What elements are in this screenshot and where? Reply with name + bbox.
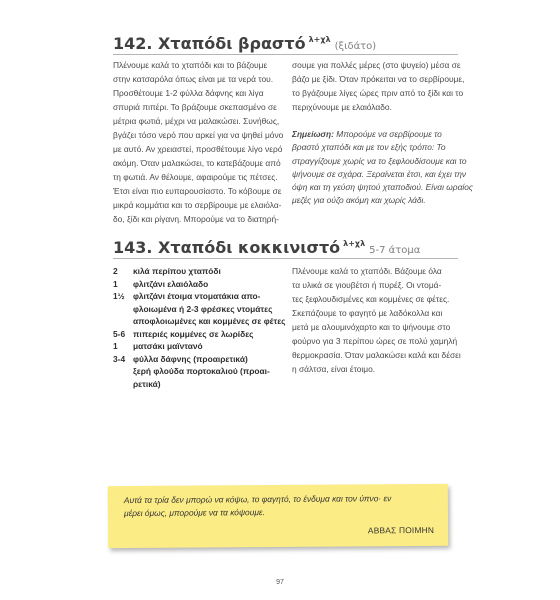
ingredient-continuation	[113, 378, 293, 391]
text-line: ακόμη. Όταν μαλακώσει, το κατεβάζουμε από	[113, 158, 281, 168]
ingredient-text: ρετικά)	[133, 378, 161, 389]
ingredients-list	[113, 265, 293, 390]
recipe-142-rule	[113, 54, 458, 55]
recipe-143-name: 143. Χταπόδι κοκκινιστό	[113, 238, 341, 257]
text-line: Έτσι είναι πιο ευπαρουσίαστο. Το κόβουμε σε	[113, 186, 282, 196]
text-line: σουμε για πολλές μέρες (στο ψυγείο) μέσα σε	[292, 60, 461, 70]
ingredient-qty: 3-4	[113, 353, 126, 364]
quote-line: Αυτά τα τρία δεν μπορώ να κόψω, το φαγητό, το ένδυμα και τον ύπνο· εν	[123, 493, 392, 506]
recipe-142-name: 142. Χταπόδι βραστό	[113, 34, 306, 53]
text-line: μεζές για ούζο ακόμη και χωρίς λάδι.	[292, 195, 426, 206]
text-line: σπυριά πιπέρι. Το βράζουμε σκεπασμένο σε	[113, 102, 277, 112]
text-line: δο, ξίδι και ρίγανη. Μπορούμε να το διατηρή-	[113, 214, 279, 224]
text-line: Μπορούμε να σερβίρουμε το	[336, 129, 442, 139]
ingredient-item	[113, 278, 293, 291]
ingredient-text: κιλά περίπου χταπόδι	[133, 266, 221, 276]
ingredient-item	[113, 290, 293, 303]
ingredient-text: φύλλα δάφνης (προαιρετικά)	[133, 353, 248, 364]
text-line: φούρνο για 3 περίπου ώρες σε πολύ χαμηλή	[292, 336, 458, 346]
text-line: Πλένουμε καλά το χταπόδι και το βάζουμε	[113, 60, 268, 70]
page-number: 97	[276, 579, 284, 586]
recipe-143-method	[292, 264, 462, 376]
text-line: Σκεπάζουμε το φαγητό με λαδόκολλα και	[292, 308, 443, 318]
text-line: το βγάζουμε λίγες ώρες πριν από το ξίδι και το	[292, 88, 464, 98]
ingredient-item	[113, 340, 293, 353]
ingredient-text: ξερή φλούδα πορτοκαλιού (προαι-	[133, 366, 270, 376]
text-line: ψήνουμε σε σχάρα. Ξεραίνεται έτσι, και έχει την	[292, 168, 467, 179]
recipe-142-right-column	[292, 58, 465, 114]
text-line: μικρά κομμάτια και το σερβίρουμε με ελαιόλα-	[113, 200, 282, 210]
text-line: μετά με αλουμινόχαρτο και το ψήνουμε στο	[292, 322, 451, 332]
text-line: μέτρια φωτιά, μέχρι να μαλακώσει. Συνήθως,	[113, 116, 280, 126]
ingredient-qty: 1	[113, 278, 118, 289]
text-line: στραγγίζουμε χωρίς να το ξεφλουδίσουμε και το	[292, 155, 467, 166]
quote-line: μέρει όμως, μπορούμε να τα κόψουμε.	[123, 507, 265, 519]
text-line: τη φωτιά. Αν θέλουμε, αφαιρούμε τις πέτσες.	[113, 172, 278, 182]
text-line: τες ξεφλουδισμένες και κομμένες σε φέτες.	[292, 294, 450, 304]
text-line: με αυτό. Αν χρειαστεί, προσθέτουμε λίγο νερό	[113, 144, 283, 154]
recipe-142-left-column	[113, 58, 283, 226]
text-line: βγάζει τόσο νερό που αρκεί για να ψηθεί μόνο	[113, 130, 284, 140]
recipe-142-note	[292, 128, 473, 208]
text-line: περιχύνουμε με ελαιόλαδο.	[292, 102, 392, 112]
ingredient-qty: 1½	[113, 291, 125, 301]
text-line: θερμοκρασία. Όταν μαλακώσει καλά και δέσει	[292, 350, 461, 360]
ingredient-qty: 5-6	[113, 328, 126, 339]
ingredient-text: φλιτζάνι έτοιμα ντοματάκια απο-	[133, 291, 261, 301]
ingredient-continuation	[113, 365, 293, 378]
quote-author: ΑΒΒΑΣ ΠΟΙΜΗΝ	[367, 524, 435, 536]
ingredient-text: φλοιωμένα ή 2-3 φρέσκες ντομάτες	[133, 303, 273, 314]
quote-note	[108, 484, 448, 548]
recipe-142-superscript: λ+χλ	[308, 35, 331, 44]
ingredient-text: πιπεριές κομμένες σε λωρίδες	[133, 328, 254, 339]
ingredient-text: αποφλοιωμένες και κομμένες σε φέτες	[133, 316, 286, 326]
text-line: Προσθέτουμε 1-2 φύλλα δάφνης και λίγα	[113, 88, 264, 98]
ingredient-text: ματσάκι μαϊντανό	[133, 341, 203, 351]
ingredient-item	[113, 328, 293, 341]
ingredient-item	[113, 353, 293, 366]
text-line: στην κατσαρόλα όπως είναι με τα νερά του.	[113, 74, 274, 84]
recipe-142-title	[113, 34, 376, 53]
ingredient-item	[113, 265, 293, 278]
ingredient-continuation	[113, 303, 293, 316]
text-line: βραστό χταπόδι και με τον εξής τρόπο: Το	[292, 142, 446, 153]
recipe-143-meta: 5-7 άτομα	[369, 245, 421, 256]
text-line: Πλένουμε καλά το χταπόδι. Βάζουμε όλα	[292, 266, 442, 276]
ingredient-qty: 1	[113, 341, 118, 351]
quote-text	[124, 492, 442, 520]
text-line: βάζο με ξίδι. Όταν πρόκειται να το σερβίρουμε,	[292, 74, 465, 84]
ingredient-qty: 2	[113, 266, 118, 276]
note-label: Σημείωση:	[292, 129, 334, 139]
ingredient-continuation	[113, 315, 293, 328]
recipe-143-title	[113, 238, 420, 257]
text-line: η σάλτσα, είναι έτοιμο.	[292, 364, 376, 374]
text-line: όψη και τη γεύση ψητού χταποδιού. Είναι ωραίος	[292, 182, 473, 193]
recipe-143-superscript: λ+χλ	[343, 239, 366, 248]
recipe-143-rule	[113, 258, 458, 259]
text-line: τα υλικά σε γιουβέτσι ή πυρέξ. Οι ντομά-	[292, 280, 442, 290]
recipe-142-meta: (ξιδάτο)	[334, 41, 377, 52]
ingredient-text: φλιτζάνι ελαιόλαδο	[133, 278, 209, 289]
